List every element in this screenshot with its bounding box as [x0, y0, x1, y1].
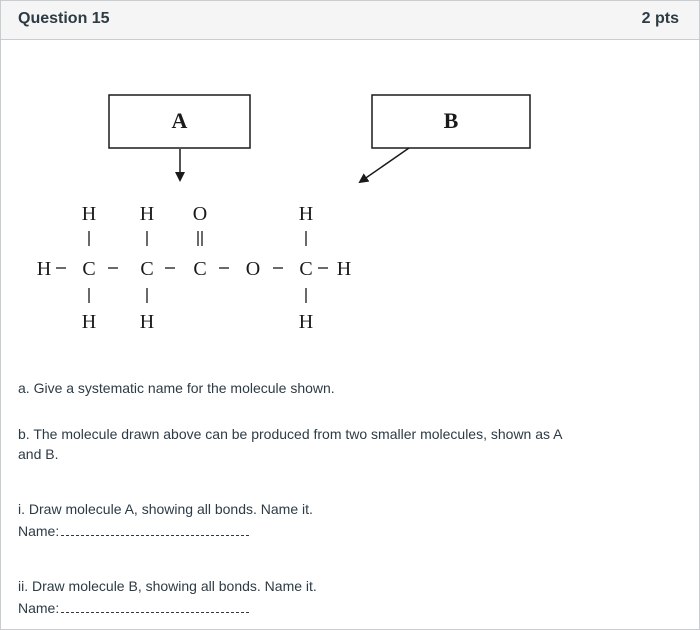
- atom-c4: C: [299, 258, 313, 280]
- name-blank-a: [61, 523, 249, 536]
- arrow-b: [360, 148, 409, 182]
- atom-o-top: O: [192, 203, 208, 225]
- question-title: Question 15: [18, 10, 110, 27]
- atom-h-top-1: H: [81, 203, 97, 225]
- question-b-line2: and B.: [18, 446, 59, 462]
- question-ii: ii. Draw molecule B, showing all bonds. Name it.: [18, 578, 317, 594]
- atom-h-top-2: H: [139, 203, 155, 225]
- atom-c3: C: [193, 258, 207, 280]
- question-points: 2 pts: [641, 10, 679, 27]
- name-line-a: [18, 521, 249, 541]
- question-i: i. Draw molecule A, showing all bonds. Name it.: [18, 501, 313, 517]
- atom-h-bottom-1: H: [81, 311, 97, 333]
- atom-c1: C: [82, 258, 96, 280]
- atom-h-top-3: H: [298, 203, 314, 225]
- question-header: [1, 1, 699, 40]
- atom-h-bottom-3: H: [298, 311, 314, 333]
- atom-h-right: H: [336, 258, 352, 280]
- name-label-a: Name:: [18, 523, 60, 539]
- box-b-label: B: [443, 108, 459, 133]
- name-line-b: [18, 598, 249, 618]
- question-b-line1: b. The molecule drawn above can be produced from two smaller molecules, shown as A: [18, 426, 563, 442]
- atom-c2: C: [140, 258, 154, 280]
- box-a-label: A: [171, 108, 188, 133]
- atom-o-ester: O: [245, 258, 261, 280]
- name-blank-b: [61, 600, 249, 613]
- molecule-figure: [0, 40, 700, 350]
- question-a: a. Give a systematic name for the molecule shown.: [18, 380, 335, 396]
- atom-h-left: H: [36, 258, 52, 280]
- atom-h-bottom-2: H: [139, 311, 155, 333]
- molecule-diagram: [0, 40, 700, 350]
- name-label-b: Name:: [18, 600, 60, 616]
